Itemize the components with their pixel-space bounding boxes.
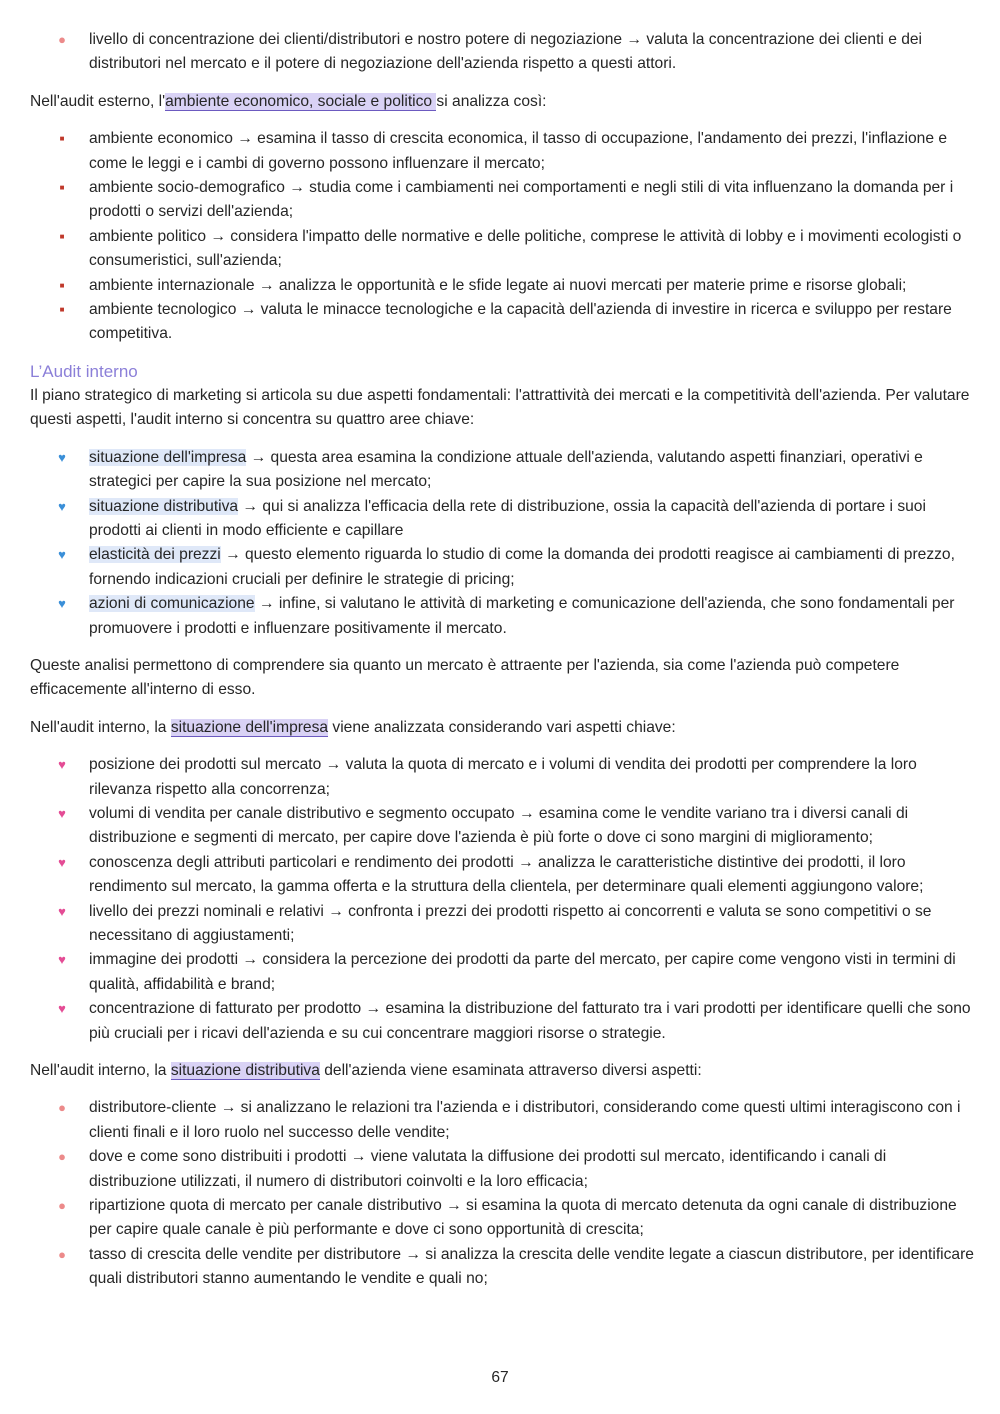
list-item-text: ambiente politico → considera l'impatto delle normative e delle politiche, comprese le attività di lobby e i movimenti ecologisti o consumeristici, sull'azienda;: [89, 227, 962, 270]
page-number: 67: [491, 1369, 509, 1386]
list-item-text: livello dei prezzi nominali e relativi → confronta i prezzi dei prodotti rispetto ai concorrenti e valuta se sono competitivi o se necessitano di aggiustamenti;: [89, 902, 932, 944]
list-item-text: → questa area esamina la condizione attuale dell'azienda, valutando aspetti finanziari, operativi e strategici per capire la sua posizione nel mercato;: [89, 448, 923, 491]
heart-bullet-icon: ♥: [58, 903, 66, 919]
list-item: [30, 1096, 975, 1145]
key-term: situazione distributiva: [89, 497, 239, 515]
square-bullet-icon: ■: [59, 183, 65, 193]
heart-bullet-icon: ♥: [58, 952, 66, 968]
environment-list: [30, 127, 975, 347]
list-item: [30, 495, 975, 544]
key-term: azioni di comunicazione: [89, 595, 255, 613]
dot-bullet-icon: ●: [58, 1100, 66, 1116]
env-intro-paragraph: [30, 90, 975, 114]
list-item: [30, 802, 975, 851]
square-bullet-icon: ■: [59, 280, 65, 290]
env-intro-pre: Nell'audit esterno, l': [30, 92, 166, 110]
heart-bullet-icon: ♥: [58, 757, 66, 773]
square-bullet-icon: ■: [59, 134, 65, 144]
list-item: [30, 900, 975, 949]
list-item: [30, 851, 975, 900]
list-item: [30, 948, 975, 997]
intro-paragraph: Il piano strategico di marketing si articola su due aspetti fondamentali: l'attrattività dei mercati e la competitività dell'azienda. Per valutare questi aspetti, l'audit interno si concentra su quattro aree chiave:: [30, 386, 970, 429]
list-item: [30, 1243, 975, 1292]
dot-bullet-icon: ●: [58, 1246, 66, 1262]
list-item: [30, 997, 975, 1046]
list-item: [30, 28, 975, 77]
list-item-text: livello di concentrazione dei clienti/distributori e nostro potere di negoziazione → valuta la concentrazione dei clienti e dei distributori nel mercato e il potere di negoziazione dell'azienda rispetto a questi attori.: [89, 31, 923, 73]
heart-bullet-icon: ♥: [58, 449, 66, 465]
key-areas-list: [30, 446, 975, 641]
section-title: L’Audit interno: [30, 361, 138, 381]
list-item-text: concentrazione di fatturato per prodotto → esamina la distribuzione del fatturato tra i vari prodotti per identificare quelli che sono più cruciali per i ricavi dell'azienda e su cui concentrare maggiori risorse o strategie.: [89, 1000, 971, 1042]
heart-bullet-icon: ♥: [58, 547, 66, 563]
impresa-list: [30, 753, 975, 1046]
highlighted-term: ambiente economico, sociale e politico: [165, 92, 437, 110]
heart-bullet-icon: ♥: [58, 854, 66, 870]
heart-bullet-icon: ♥: [58, 596, 66, 612]
list-item-text: ambiente socio-demografico → studia come i cambiamenti nei comportamenti e negli stili di vita influenzano la domanda per i prodotti o servizi dell'azienda;: [89, 179, 954, 221]
dot-bullet-icon: ●: [58, 32, 66, 47]
list-item-text: ambiente tecnologico → valuta le minacce tecnologiche e la capacità dell'azienda di investire in ricerca e sviluppo per restare competitiva.: [89, 301, 952, 343]
list-item-text: immagine dei prodotti → considera la percezione dei prodotti da parte del mercato, per capire come vengono visti in termini di qualità, affidabilità e brand;: [89, 951, 956, 993]
list-item: [30, 753, 975, 802]
list-item: [30, 1145, 975, 1194]
document-page: [30, 28, 975, 1305]
impresa-intro-post: viene analizzata considerando vari aspetti chiave:: [328, 718, 676, 736]
env-intro-post: si analizza così:: [436, 92, 547, 110]
list-item-text: → infine, si valutano le attività di marketing e comunicazione dell'azienda, che sono fondamentali per promuovere i prodotti e influenzare positivamente il mercato.: [89, 595, 955, 637]
list-item: [30, 543, 975, 592]
distributive-list: [30, 1096, 975, 1291]
list-item-text: ripartizione quota di mercato per canale distributivo → si esamina la quota di mercato detenuta da ogni canale di distribuzione per capire quale canale è più performante e dove ci sono opportunità di crescita;: [89, 1197, 957, 1239]
list-item: [30, 1194, 975, 1243]
concentration-list: [30, 28, 975, 77]
list-item-text: posizione dei prodotti sul mercato → valuta la quota di mercato e i volumi di vendita dei prodotti per comprendere la loro rilevanza rispetto alla concorrenza;: [89, 756, 917, 798]
dot-bullet-icon: ●: [58, 1149, 66, 1165]
heart-bullet-icon: ♥: [58, 498, 66, 514]
list-item-text: ambiente economico → esamina il tasso di crescita economica, il tasso di occupazione, l'andamento dei prezzi, l'inflazione e come le leggi e i cambi di governo possono influenzare il mercato;: [89, 130, 947, 172]
heart-bullet-icon: ♥: [58, 1001, 66, 1017]
list-item: [30, 592, 975, 641]
key-term: situazione dell'impresa: [89, 448, 247, 466]
heart-bullet-icon: ♥: [58, 805, 66, 821]
square-bullet-icon: ■: [59, 231, 65, 241]
distrib-intro-post: dell'azienda viene esaminata attraverso diversi aspetti:: [319, 1062, 702, 1080]
key-term: elasticità dei prezzi: [89, 546, 221, 564]
highlighted-term: situazione distributiva: [170, 1062, 320, 1080]
impresa-intro-pre: Nell'audit interno, la: [30, 718, 171, 736]
impresa-intro-paragraph: [30, 716, 975, 740]
dot-bullet-icon: ●: [58, 1198, 66, 1214]
list-item-text: volumi di vendita per canale distributivo e segmento occupato → esamina come le vendite variano tra i diversi canali di distribuzione e segmenti di mercato, per capire dove l'azienda è più forte o dove ci sono margini di miglioramento;: [89, 804, 909, 847]
list-item: [30, 298, 975, 347]
list-item: [30, 127, 975, 176]
list-item: [30, 446, 975, 495]
list-item-text: dove e come sono distribuiti i prodotti → viene valutata la diffusione dei prodotti sul mercato, identificando i canali di distribuzione utilizzati, il numero di distributori coinvolti e la loro efficacia;: [89, 1148, 887, 1190]
list-item: [30, 274, 975, 298]
list-item-text: tasso di crescita delle vendite per distributore → si analizza la crescita delle vendite legate a ciascun distributore, per identificare quali distributori stanno aumentando le vendite e quali no;: [89, 1245, 974, 1288]
list-item: [30, 176, 975, 225]
list-item-text: → questo elemento riguarda lo studio di come la domanda dei prodotti reagisce ai cambiamenti di prezzo, fornendo indicazioni cruciali per definire le strategie di pricing;: [89, 546, 955, 588]
list-item: [30, 225, 975, 274]
list-item-text: conoscenza degli attributi particolari e rendimento dei prodotti → analizza le caratteristiche distintive dei prodotti, il loro rendimento sul mercato, la gamma offerta e la struttura della clientela, per determinare quali elementi aggiungono valore;: [89, 853, 924, 896]
list-item-text: ambiente internazionale → analizza le opportunità e le sfide legate ai nuovi mercati per materie prime e risorse globali;: [89, 276, 907, 294]
summary-paragraph: Queste analisi permettono di comprendere sia quanto un mercato è attraente per l'azienda, sia come l'azienda può competere efficacemente all'interno di esso.: [30, 656, 900, 699]
list-item-text: distributore-cliente → si analizzano le relazioni tra l'azienda e i distributori, considerando come questi ultimi interagiscono con i clienti finali e il loro ruolo nel successo delle vendite;: [89, 1099, 961, 1141]
list-item-text: → qui si analizza l'efficacia della rete di distribuzione, ossia la capacità dell'azienda di portare i suoi prodotti ai clienti in modo efficiente e capillare: [89, 497, 926, 539]
square-bullet-icon: ■: [59, 305, 65, 315]
distrib-intro-pre: Nell'audit interno, la: [30, 1062, 171, 1080]
highlighted-term: situazione dell'impresa: [170, 718, 329, 736]
distrib-intro-paragraph: [30, 1059, 975, 1083]
